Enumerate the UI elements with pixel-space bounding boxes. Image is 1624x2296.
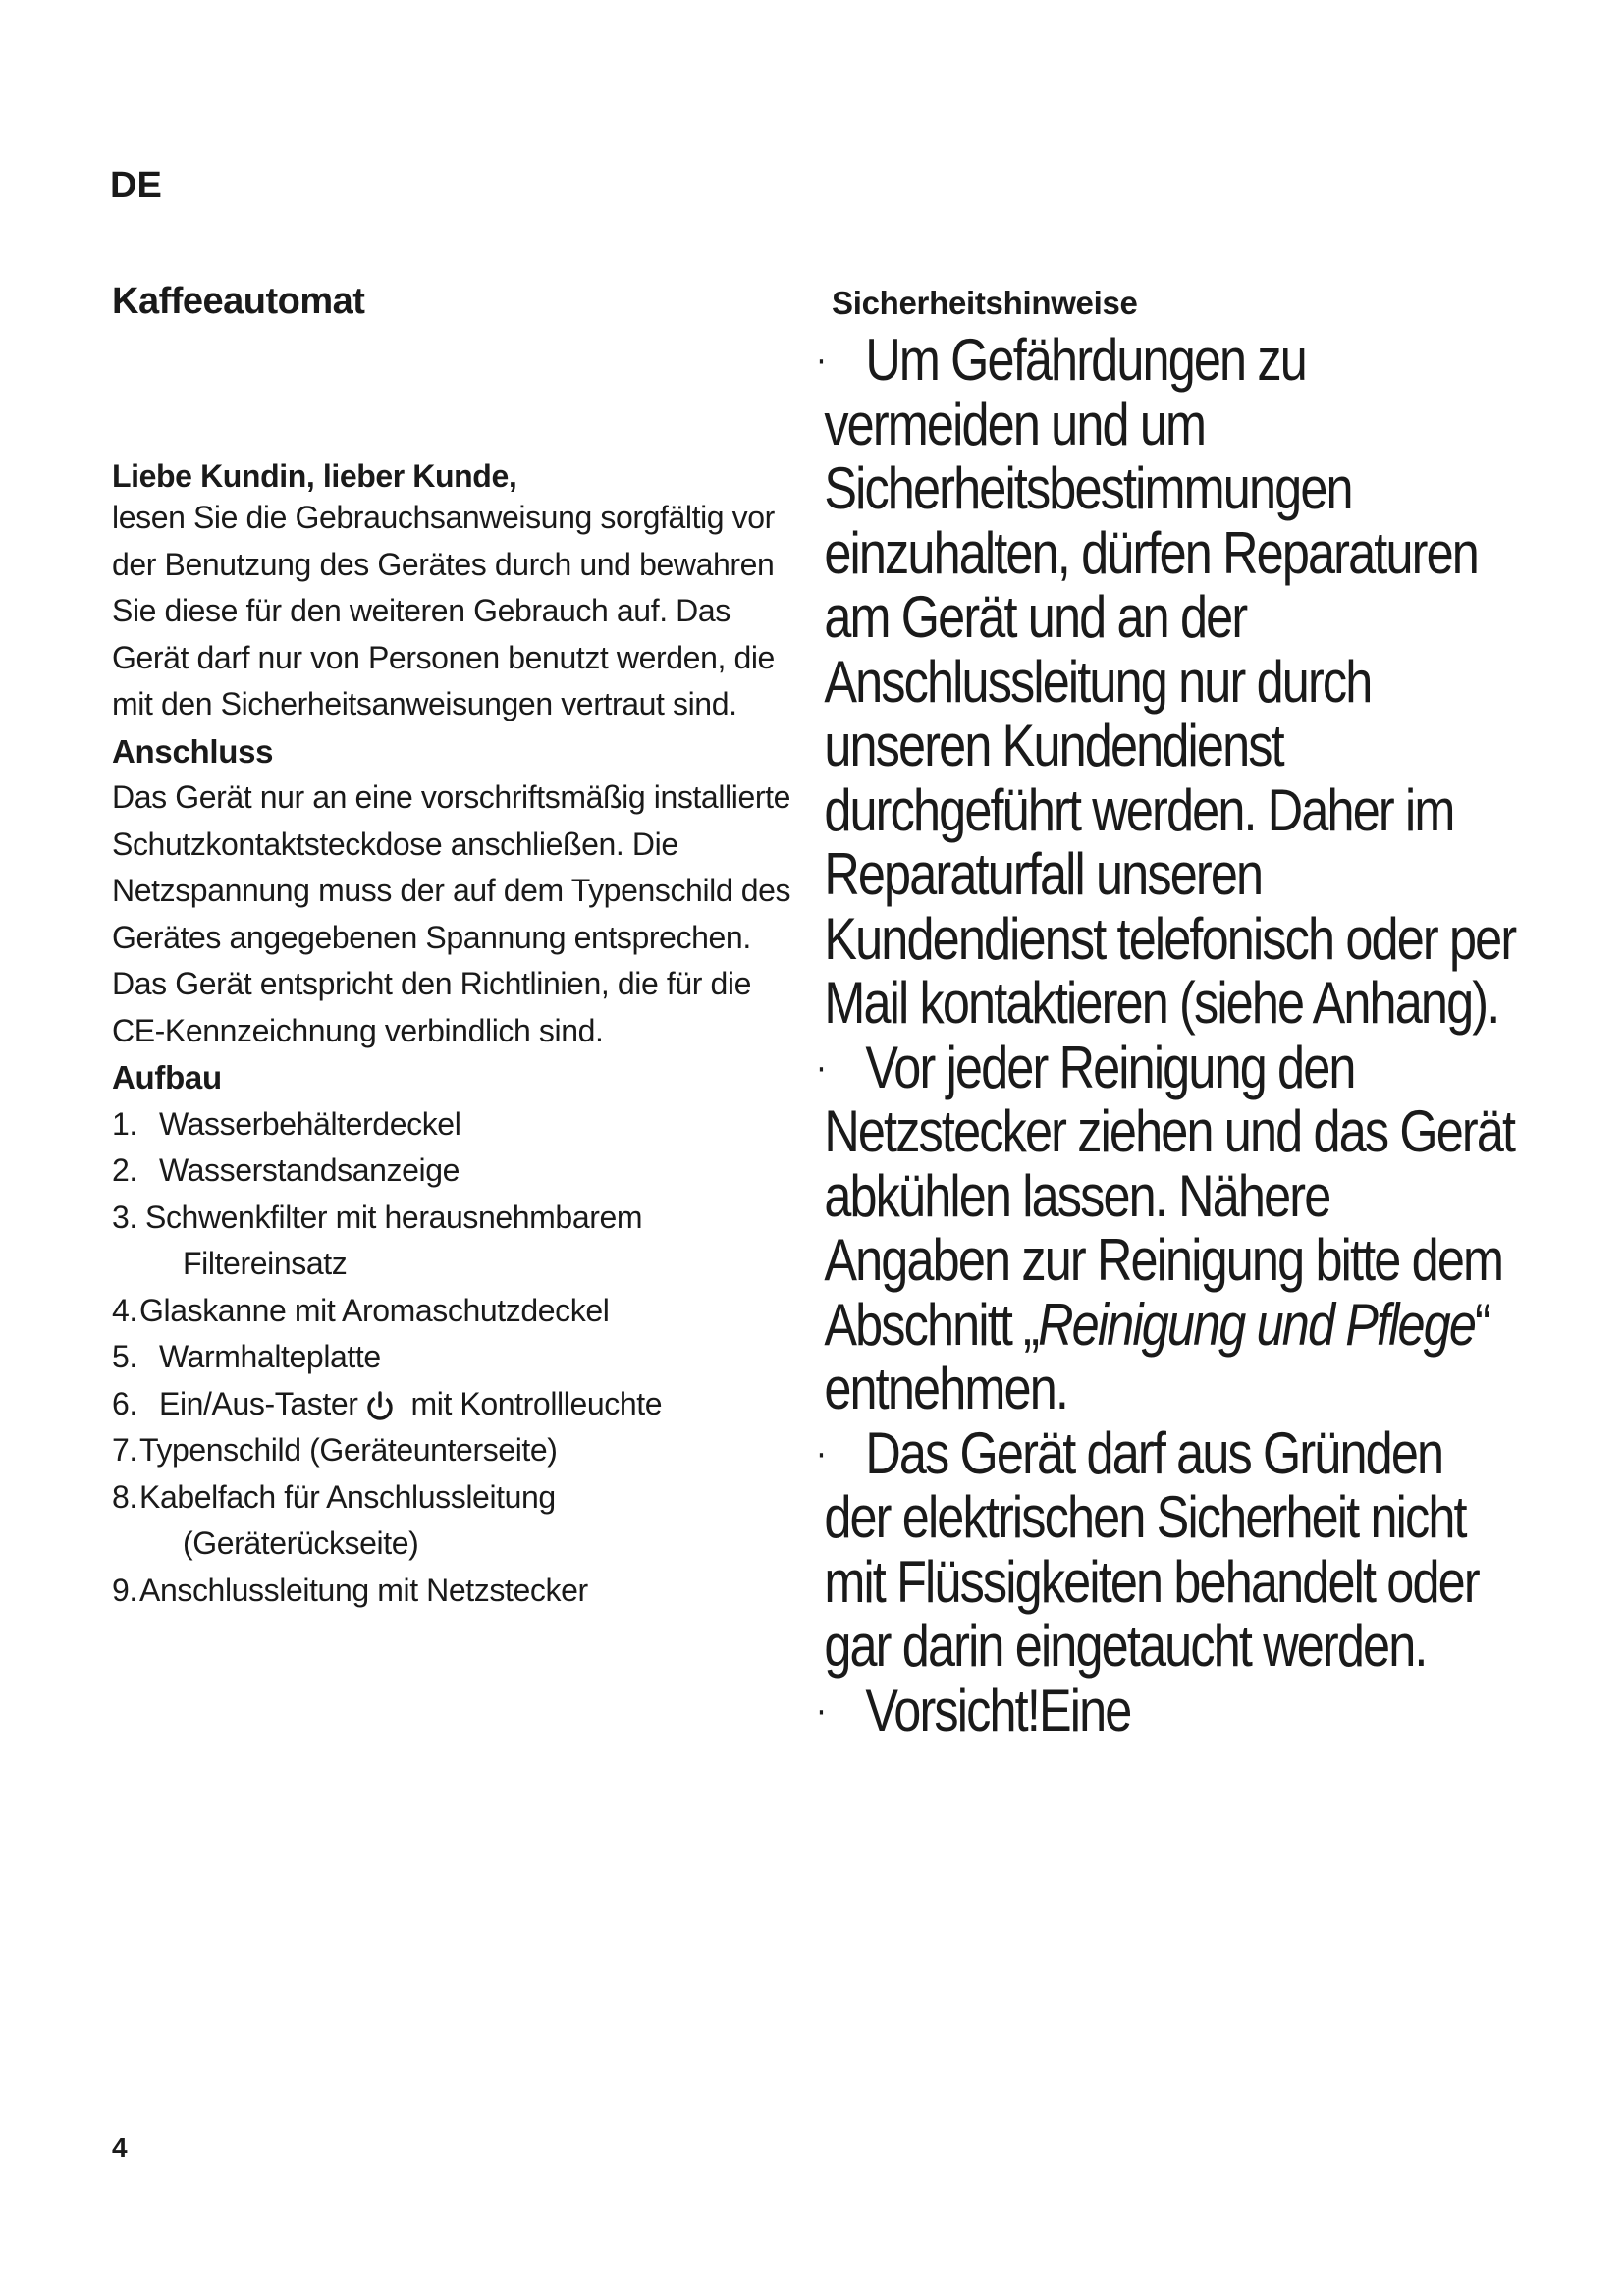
safety-item-text: Um Gefährdungen zu vermeiden und um Sicherheitsbestimmungen einzuhalten, dürfen Reparaturen am Gerät und an der Anschlussleitung nur durch unseren Kundendienst durchgeführt werden. Daher im Reparaturfall unseren Kundendienst telefonisch oder per Mail kontaktieren (siehe Anhang). <box>824 327 1516 1036</box>
safety-item-text: Vorsicht!Eine <box>865 1677 1131 1743</box>
safety-item <box>785 1036 1517 1421</box>
language-code: DE <box>110 165 162 206</box>
bullet-icon: · <box>815 1044 826 1089</box>
list-item-number: 4. <box>112 1292 137 1328</box>
list-item-number: 1. <box>112 1105 137 1142</box>
left-column <box>112 281 799 1614</box>
list-item-number: 5. <box>112 1339 137 1374</box>
safety-item-text-after: “ entnehmen. <box>824 1291 1490 1421</box>
list-item <box>112 1381 799 1428</box>
safety-item-italic: Reinigung und Pflege <box>1038 1291 1476 1358</box>
list-item-text: Schwenkfilter mit herausnehmbarem <box>145 1199 643 1235</box>
list-item-text: Anschlussleitung mit Netzstecker <box>139 1572 588 1608</box>
section-heading-anschluss: Anschluss <box>112 732 274 770</box>
intro-text: lesen Sie die Gebrauchsanweisung sorgfältig vor der Benutzung des Gerätes durch und bewahren Sie diese für den weiteren Gebrauch auf. Das Gerät darf nur von Personen benutzt werden, die mit den Sicherheitsanweisungen vertraut sind. <box>112 500 775 721</box>
safety-item <box>785 328 1517 1036</box>
list-item-number: 3. <box>112 1199 137 1235</box>
safety-item-text: Das Gerät darf aus Gründen der elektrischen Sicherheit nicht mit Flüssigkeiten behandelt oder gar darin eingetaucht werden. <box>824 1419 1479 1679</box>
list-item-text: Ein/Aus-Taster <box>159 1385 358 1421</box>
list-item-number: 8. <box>112 1478 137 1515</box>
list-item <box>112 1148 799 1195</box>
list-item-text: Wasserstandsanzeige <box>159 1152 460 1188</box>
page-title: Kaffeeautomat <box>112 281 365 322</box>
bullet-icon: · <box>815 338 826 381</box>
bullet-icon: · <box>815 1430 826 1474</box>
list-item-text: Warmhalteplatte <box>159 1339 381 1374</box>
section-heading-sicherheitshinweise: Sicherheitshinweise <box>832 285 1138 321</box>
safety-item <box>785 1679 1517 1743</box>
list-item <box>112 1101 799 1148</box>
list-item-number: 6. <box>112 1385 137 1421</box>
list-item-text: Wasserbehälterdeckel <box>159 1105 461 1142</box>
bullet-icon: · <box>815 1687 826 1732</box>
list-item-number: 7. <box>112 1432 137 1468</box>
list-item <box>112 1334 799 1381</box>
parts-list <box>112 1101 799 1615</box>
list-item <box>112 1474 799 1568</box>
list-item <box>112 1427 799 1474</box>
list-item-text: Glaskanne mit Aromaschutzdeckel <box>139 1292 610 1328</box>
list-item-text: Kabelfach für Anschlussleitung <box>139 1478 556 1515</box>
list-item <box>112 1195 799 1288</box>
list-item-continuation: Filtereinsatz <box>183 1246 348 1281</box>
greeting: Liebe Kundin, lieber Kunde, <box>112 458 517 494</box>
page-number: 4 <box>112 2132 128 2163</box>
list-item-text: Typenschild (Geräteunterseite) <box>139 1432 558 1468</box>
list-item-number: 2. <box>112 1152 137 1188</box>
anschluss-text: Das Gerät nur an eine vorschriftsmäßig installierte Schutzkontaktsteckdose anschließen. Die Netzspannung muss der auf dem Typenschild des Gerätes angegebenen Spannung entsprechen. Das Gerät entspricht den Richtlinien, die für die CE-Kennzeichnung verbindlich sind. <box>112 779 791 1048</box>
list-item <box>112 1288 799 1335</box>
section-heading-aufbau: Aufbau <box>112 1059 222 1095</box>
list-item-number: 9. <box>112 1572 137 1608</box>
right-column <box>815 285 1539 1743</box>
safety-item-text: Vor jeder Reinigung den Netzstecker ziehen und das Gerät abkühlen lassen. Nähere Angaben zur Reinigung bitte dem Abschnitt „ <box>824 1034 1515 1358</box>
safety-list <box>815 327 1539 1743</box>
safety-item <box>785 1421 1517 1679</box>
power-icon <box>363 1389 397 1422</box>
list-item <box>112 1568 799 1615</box>
list-item-continuation: (Geräterückseite) <box>183 1525 419 1561</box>
list-item-text-after: mit Kontrollleuchte <box>410 1385 663 1421</box>
